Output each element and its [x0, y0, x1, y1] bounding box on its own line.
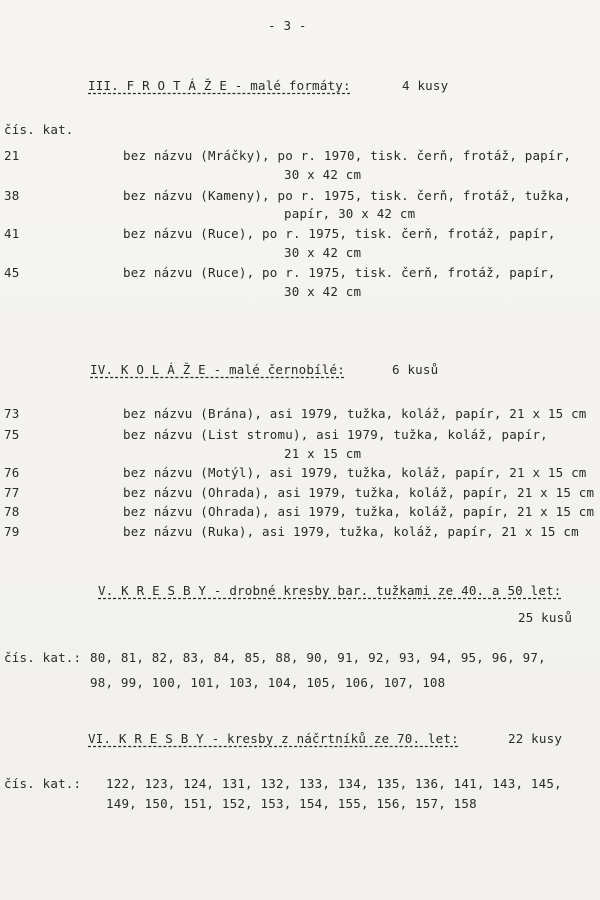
item-description: bez názvu (Mráčky), po r. 1970, tisk. čerň, frotáž, papír,	[123, 148, 572, 163]
item-description: bez názvu (List stromu), asi 1979, tužka, koláž, papír,	[123, 427, 548, 442]
catalog-number: 41	[4, 226, 20, 241]
item-description: bez názvu (Ohrada), asi 1979, tužka, koláž, papír, 21 x 15 cm	[123, 504, 595, 519]
catalog-number: 76	[4, 465, 20, 480]
catalog-number: 45	[4, 265, 20, 280]
item-description-cont: 30 x 42 cm	[284, 245, 362, 260]
catalog-number: 77	[4, 485, 20, 500]
section-3-count: 4 kusy	[402, 78, 449, 93]
section-6-count: 22 kusy	[508, 731, 563, 746]
catalog-number-list-cont: 98, 99, 100, 101, 103, 104, 105, 106, 107, 108	[90, 675, 446, 690]
item-description: bez názvu (Ruce), po r. 1975, tisk. čerň, frotáž, papír,	[123, 265, 556, 280]
item-description-cont: 21 x 15 cm	[284, 446, 362, 461]
item-description: bez názvu (Kameny), po r. 1975, tisk. čerň, frotáž, tužka,	[123, 188, 572, 203]
item-description: bez názvu (Ohrada), asi 1979, tužka, koláž, papír, 21 x 15 cm	[123, 485, 595, 500]
catalog-label: čís. kat.:	[4, 650, 82, 665]
catalog-number: 38	[4, 188, 20, 203]
catalog-number: 75	[4, 427, 20, 442]
item-description: bez názvu (Ruka), asi 1979, tužka, koláž, papír, 21 x 15 cm	[123, 524, 579, 539]
catalog-label: čís. kat.:	[4, 776, 82, 791]
catalog-label: čís. kat.	[4, 122, 74, 137]
item-description-cont: papír, 30 x 42 cm	[284, 206, 416, 221]
item-description: bez názvu (Brána), asi 1979, tužka, koláž, papír, 21 x 15 cm	[123, 406, 587, 421]
section-5-heading: V. K R E S B Y - drobné kresby bar. tužkami ze 40. a 50 let:	[98, 583, 562, 598]
section-4-heading: IV. K O L Á Ž E - malé černobílé:	[90, 362, 345, 377]
catalog-number: 79	[4, 524, 20, 539]
section-4-count: 6 kusů	[392, 362, 439, 377]
page-number: - 3 -	[268, 18, 307, 33]
section-6-heading: VI. K R E S B Y - kresby z náčrtníků ze 70. let:	[88, 731, 459, 746]
catalog-number-list: 80, 81, 82, 83, 84, 85, 88, 90, 91, 92, 93, 94, 95, 96, 97,	[90, 650, 546, 665]
catalog-number-list: 122, 123, 124, 131, 132, 133, 134, 135, 136, 141, 143, 145,	[106, 776, 562, 791]
catalog-number: 21	[4, 148, 20, 163]
item-description-cont: 30 x 42 cm	[284, 284, 362, 299]
section-3-heading: III. F R O T Á Ž E - malé formáty:	[88, 78, 351, 93]
catalog-number-list-cont: 149, 150, 151, 152, 153, 154, 155, 156, 157, 158	[106, 796, 477, 811]
section-5-count: 25 kusů	[518, 610, 573, 625]
item-description: bez názvu (Ruce), po r. 1975, tisk. čerň, frotáž, papír,	[123, 226, 556, 241]
catalog-number: 78	[4, 504, 20, 519]
item-description: bez názvu (Motýl), asi 1979, tužka, koláž, papír, 21 x 15 cm	[123, 465, 587, 480]
catalog-number: 73	[4, 406, 20, 421]
item-description-cont: 30 x 42 cm	[284, 167, 362, 182]
